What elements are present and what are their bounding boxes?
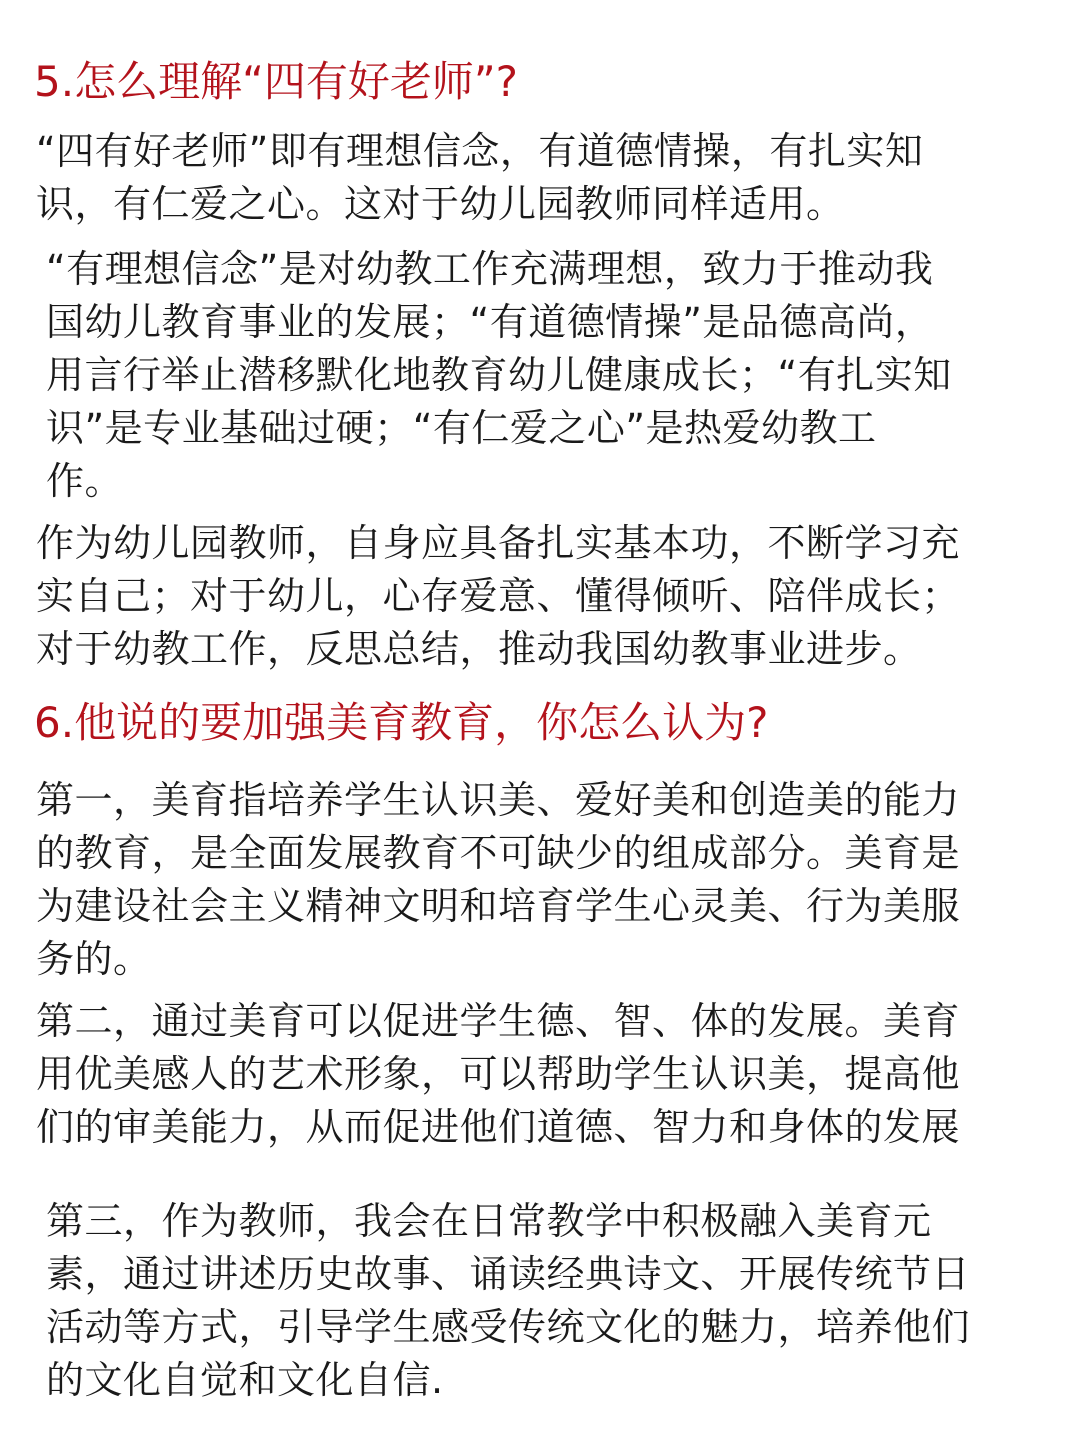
text-line: 们的审美能力，从而促进他们道德、智力和身体的发展	[36, 1105, 961, 1149]
text-line: 作。	[46, 459, 124, 503]
section-6-paragraph-1	[36, 774, 960, 986]
section-5-paragraph-2	[46, 243, 952, 508]
text-line: 第二，通过美育可以促进学生德、智、体的发展。美育	[36, 999, 961, 1043]
section-6-paragraph-2	[36, 995, 960, 1154]
text-line: 第三，作为教师，我会在日常教学中积极融入美育元	[46, 1199, 932, 1243]
text-line: 作为幼儿园教师，自身应具备扎实基本功，不断学习充	[36, 521, 961, 565]
text-line: 的文化自觉和文化自信.	[46, 1358, 444, 1402]
text-line: 国幼儿教育事业的发展；“有道德情操”是品德高尚，	[46, 300, 934, 344]
text-line: 第一，美育指培养学生认识美、爱好美和创造美的能力	[36, 778, 961, 822]
text-line: “四有好老师”即有理想信念，有道德情操，有扎实知	[36, 129, 924, 173]
section-5-title: 5.怎么理解“四有好老师”?	[34, 57, 518, 106]
section-5-paragraph-1	[36, 125, 923, 231]
text-line: 为建设社会主义精神文明和培育学生心灵美、行为美服	[36, 884, 961, 928]
section-6-paragraph-3	[46, 1195, 970, 1407]
text-line: 的教育，是全面发展教育不可缺少的组成部分。美育是	[36, 831, 961, 875]
text-line: 识，有仁爱之心。这对于幼儿园教师同样适用。	[36, 182, 845, 226]
section-6-title: 6.他说的要加强美育教育，你怎么认为?	[34, 698, 769, 747]
section-5-paragraph-3	[36, 517, 960, 676]
text-line: 活动等方式，引导学生感受传统文化的魅力，培养他们	[46, 1305, 971, 1349]
text-line: 实自己；对于幼儿，心存爱意、懂得倾听、陪伴成长；	[36, 574, 961, 618]
text-line: 识”是专业基础过硬；“有仁爱之心”是热爱幼教工	[46, 406, 877, 450]
text-line: 用言行举止潜移默化地教育幼儿健康成长；“有扎实知	[46, 353, 952, 397]
text-line: 素，通过讲述历史故事、诵读经典诗文、开展传统节日	[46, 1252, 971, 1296]
text-line: 用优美感人的艺术形象，可以帮助学生认识美，提高他	[36, 1052, 961, 1096]
text-line: “有理想信念”是对幼教工作充满理想，致力于推动我	[46, 247, 934, 291]
text-line: 务的。	[36, 937, 152, 981]
text-line: 对于幼教工作，反思总结，推动我国幼教事业进步。	[36, 627, 922, 671]
